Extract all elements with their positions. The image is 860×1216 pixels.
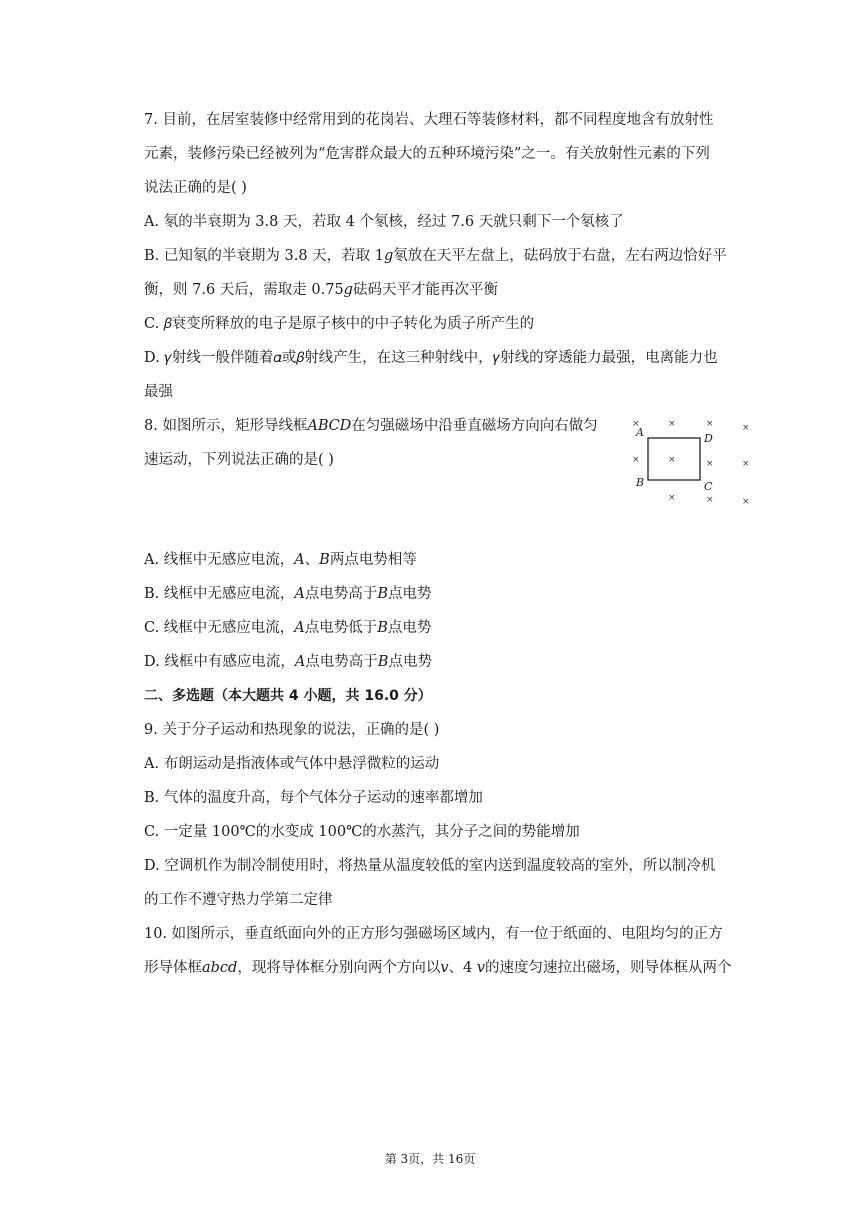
svg-text:×: × (706, 459, 714, 469)
q8-option-b: B. 线框中无感应电流，𝐴点电势高于𝐵点电势 (144, 586, 432, 602)
svg-text:×: × (632, 455, 640, 465)
svg-text:×: × (742, 459, 750, 469)
q9-option-d-cont: 的工作不遵守热力学第二定律 (144, 892, 333, 908)
q7-line-3: 说法正确的是( ) (144, 180, 247, 196)
q9-option-c: C. 一定量 100℃的水变成 100℃的水蒸汽，其分子之间的势能增加 (144, 824, 580, 840)
svg-text:×: × (668, 419, 676, 429)
label-d: D (704, 432, 713, 445)
q7-option-b: B. 已知氡的半衰期为 3.8 天，若取 1𝑔氡放在天平左盘上，砝码放于右盘，左右两边恰好平 (144, 248, 727, 264)
label-b: B (636, 476, 645, 489)
q8-option-c: C. 线框中无感应电流，𝐴点电势低于𝐵点电势 (144, 620, 432, 636)
q9-option-a: A. 布朗运动是指液体或气体中悬浮微粒的运动 (144, 756, 440, 772)
svg-text:×: × (632, 419, 640, 429)
q7-option-d: D. 𝛾射线一般伴随着𝛼或𝛽射线产生，在这三种射线中，𝛾射线的穿透能力最强，电离能力也 (144, 350, 718, 366)
q7-option-c: C. 𝛽衰变所释放的电子是原子核中的中子转化为质子所产生的 (144, 316, 535, 332)
svg-text:×: × (668, 455, 676, 465)
field-cross-marks (632, 419, 750, 507)
q9-line-1: 9. 关于分子运动和热现象的说法，正确的是( ) (144, 722, 440, 738)
svg-text:×: × (706, 495, 714, 505)
q9-option-b: B. 气体的温度升高，每个气体分子运动的速率都增加 (144, 790, 483, 806)
q7-option-b-cont: 衡，则 7.6 天后，需取走 0.75𝑔砝码天平才能再次平衡 (144, 282, 498, 298)
page-number-footer: 第 3页，共 16页 (384, 1152, 476, 1166)
q10-line-1: 10. 如图所示，垂直纸面向外的正方形匀强磁场区域内，有一位于纸面的、电阻均匀的正方 (144, 926, 723, 942)
q7-line-2: 元素，装修污染已经被列为“危害群众最大的五种环境污染”之一。有关放射性元素的下列 (144, 146, 710, 162)
svg-text:×: × (706, 419, 714, 429)
q8-line-2: 速运动，下列说法正确的是( ) (144, 452, 334, 468)
section-heading-multiple-choice: 二、多选题（本大题共 4 小题，共 16.0 分） (144, 688, 432, 704)
svg-text:×: × (742, 497, 750, 507)
q8-option-a: A. 线框中无感应电流，𝐴、𝐵两点电势相等 (144, 552, 417, 568)
svg-text:×: × (668, 493, 676, 503)
label-c: C (704, 480, 713, 493)
q10-line-2: 形导体框𝑎𝑏𝑐𝑑，现将导体框分别向两个方向以𝑣、4 𝑣的速度匀速拉出磁场，则导体框从两个 (144, 960, 732, 976)
magnetic-field-frame-figure (624, 414, 760, 510)
q8-line-1: 8. 如图所示，矩形导线框𝐴𝐵𝐶𝐷在匀强磁场中沿垂直磁场方向向右做匀 (144, 418, 598, 434)
q9-option-d: D. 空调机作为制冷制使用时，将热量从温度较低的室内送到温度较高的室外，所以制冷机 (144, 858, 716, 874)
q7-option-a: A. 氡的半衰期为 3.8 天，若取 4 个氡核，经过 7.6 天就只剩下一个氡核了 (144, 214, 624, 230)
q8-option-d: D. 线框中有感应电流，𝐴点电势高于𝐵点电势 (144, 654, 432, 670)
svg-text:×: × (742, 423, 750, 433)
label-a: A (636, 426, 644, 439)
q7-option-d-cont: 最强 (144, 384, 173, 400)
q7-line-1: 7. 目前，在居室装修中经常用到的花岗岩、大理石等装修材料，都不同程度地含有放射性 (144, 112, 714, 128)
